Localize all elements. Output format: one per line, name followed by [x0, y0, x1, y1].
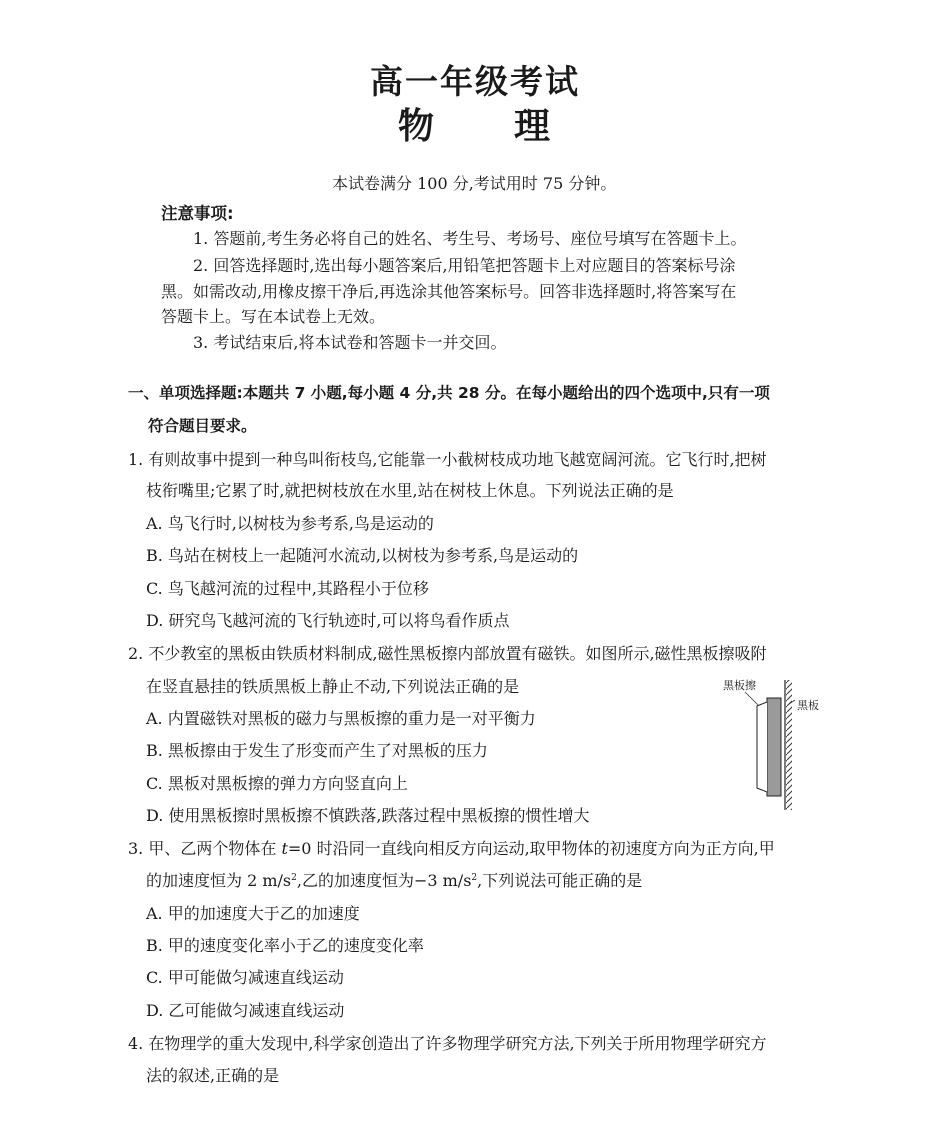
notice-item-3: 3. 考试结束后,将本试卷和答题卡一并交回。 — [193, 333, 507, 352]
q3-option-d: D. 乙可能做匀减速直线运动 — [146, 1001, 345, 1020]
q3-stem-line-1-b: =0 时沿同一直线向相反方向运动,取甲物体的初速度方向为正方向,甲 — [287, 839, 775, 858]
q1-option-d: D. 研究鸟飞越河流的飞行轨迹时,可以将鸟看作质点 — [146, 611, 510, 630]
q2-stem-line-2: 在竖直悬挂的铁质黑板上静止不动,下列说法正确的是 — [146, 677, 520, 696]
section-1-heading-line-2: 符合题目要求。 — [148, 417, 257, 435]
notice-item-2-line-2: 黑。如需改动,用橡皮擦干净后,再选涂其他答案标号。回答非选择题时,将答案写在 — [161, 282, 737, 301]
q1-stem-line-1: 1. 有则故事中提到一种鸟叫衔枝鸟,它能靠一小截树枝成功地飞越宽阔河流。它飞行时,把树 — [128, 450, 767, 469]
eraser-label: 黑板擦 — [723, 679, 756, 692]
q2-option-c: C. 黑板对黑板擦的弹力方向竖直向上 — [146, 774, 408, 793]
q2-option-d: D. 使用黑板擦时黑板擦不慎跌落,跌落过程中黑板擦的惯性增大 — [146, 806, 590, 825]
subject-char-2: 理 — [514, 106, 553, 147]
subject-title — [0, 98, 950, 149]
exam-title: 高一年级考试 — [370, 62, 580, 101]
notice-item-1: 1. 答题前,考生务必将自己的姓名、考生号、考场号、座位号填写在答题卡上。 — [193, 229, 747, 248]
blackboard-eraser-figure — [715, 676, 835, 816]
subject-char-1: 物 — [397, 106, 436, 147]
q4-stem-line-1: 4. 在物理学的重大发现中,科学家创造出了许多物理学研究方法,下列关于所用物理学研究方 — [128, 1034, 767, 1053]
notice-item-2-line-1: 2. 回答选择题时,选出每小题答案后,用铅笔把答题卡上对应题目的答案标号涂 — [193, 256, 736, 275]
notice-item-2-line-3: 答题卡上。写在本试卷上无效。 — [161, 307, 386, 326]
q3-sup-2: 2 — [471, 873, 478, 883]
q3-option-a: A. 甲的加速度大于乙的加速度 — [146, 904, 360, 923]
section-1-heading: 一、单项选择题:本题共 7 小题,每小题 4 分,共 28 分。在每小题给出的四个选项中,只有一项 — [128, 384, 770, 402]
eraser-handle — [757, 702, 767, 792]
q2-option-b: B. 黑板擦由于发生了形变而产生了对黑板的压力 — [146, 741, 488, 760]
q3-stem-line-2 — [146, 871, 642, 891]
q4-stem-line-2: 法的叙述,正确的是 — [146, 1066, 280, 1085]
board-label: 黑板 — [797, 699, 819, 712]
q2-option-a: A. 内置磁铁对黑板的磁力与黑板擦的重力是一对平衡力 — [146, 709, 536, 728]
q3-option-b: B. 甲的速度变化率小于乙的速度变化率 — [146, 936, 424, 955]
eraser-body — [767, 698, 781, 796]
q1-stem-line-2: 枝衔嘴里;它累了时,就把树枝放在水里,站在树枝上休息。下列说法正确的是 — [146, 481, 674, 500]
q3-stem-line-2-c: ,下列说法可能正确的是 — [477, 871, 643, 890]
q1-option-a: A. 鸟飞行时,以树枝为参考系,鸟是运动的 — [146, 514, 434, 533]
q3-stem-line-2-b: ,乙的加速度恒为−3 m/s — [296, 871, 472, 890]
q3-sup-1: 2 — [291, 873, 297, 883]
q3-time-variable: t — [281, 839, 288, 858]
q3-stem-line-1-a: 3. 甲、乙两个物体在 — [128, 839, 282, 858]
notice-heading: 注意事项: — [161, 204, 234, 223]
q2-stem-line-1: 2. 不少教室的黑板由铁质材料制成,磁性黑板擦内部放置有磁铁。如图所示,磁性黑板擦吸附 — [128, 644, 767, 663]
q3-option-c: C. 甲可能做匀减速直线运动 — [146, 968, 344, 987]
q1-option-b: B. 鸟站在树枝上一起随河水流动,以树枝为参考系,鸟是运动的 — [146, 546, 579, 565]
wall-hatching — [786, 680, 792, 810]
q1-option-c: C. 鸟飞越河流的过程中,其路程小于位移 — [146, 579, 429, 598]
q3-stem-line-2-a: 的加速度恒为 2 m/s — [146, 871, 292, 890]
exam-meta: 本试卷满分 100 分,考试用时 75 分钟。 — [332, 174, 617, 193]
eraser-label-leader — [745, 692, 759, 706]
q3-stem-line-1 — [128, 839, 775, 859]
